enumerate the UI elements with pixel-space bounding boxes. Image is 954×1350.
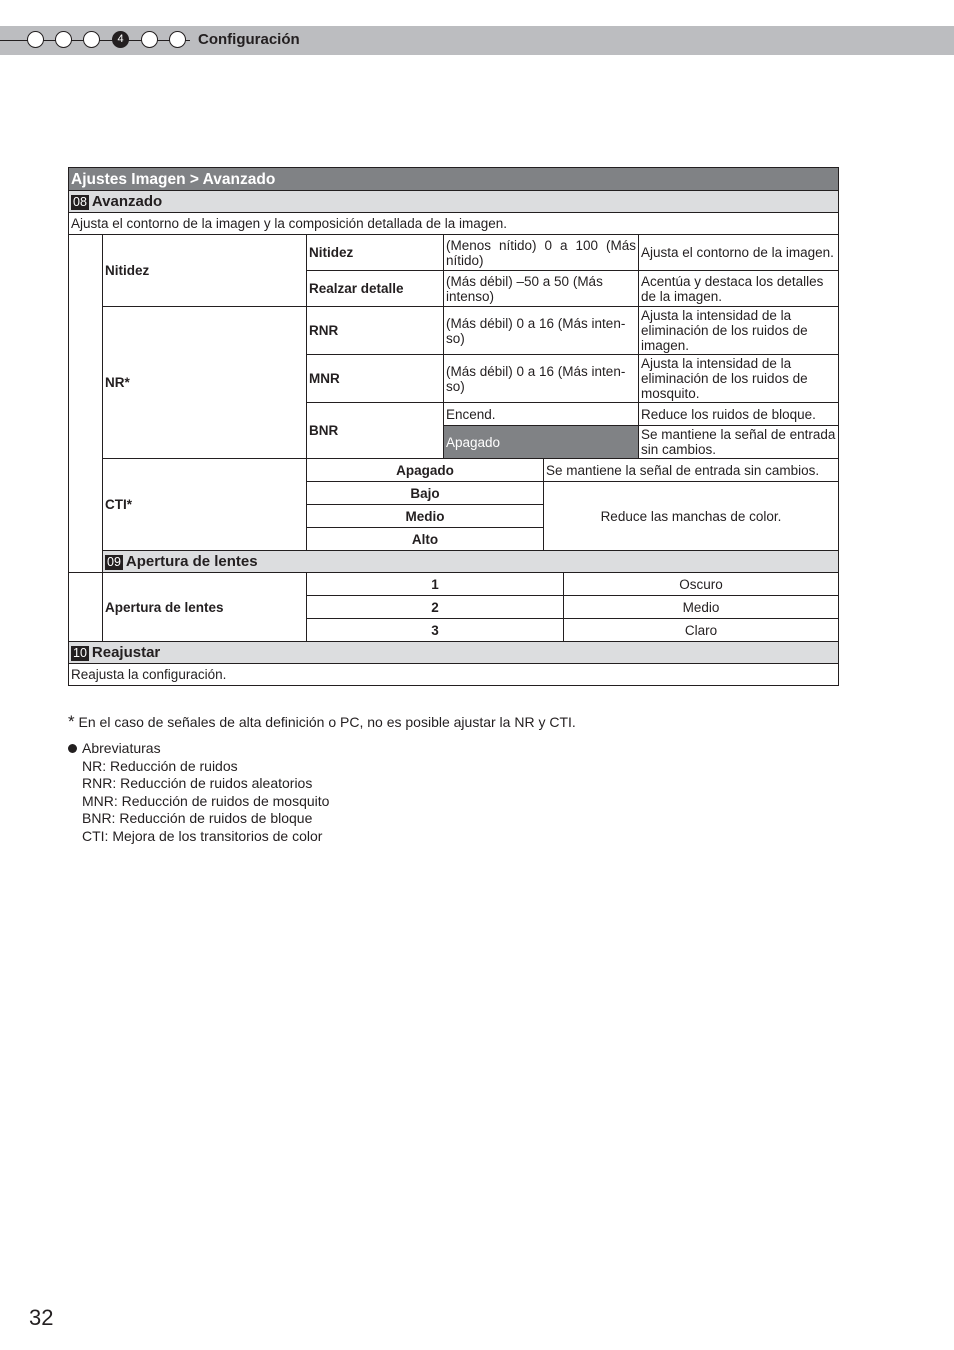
list-item: CTI: Mejora de los transitorios de color (82, 827, 323, 844)
list-item: BNR: Reducción de ruidos de bloque (82, 810, 313, 826)
item-range: (Menos nítido) 0 a 100 (Más nítido) (444, 235, 639, 271)
step-circle-2 (55, 31, 72, 48)
section-description: Ajusta el contorno de la imagen y la composición detallada de la imagen. (69, 213, 839, 235)
settings-table (68, 167, 839, 686)
option-description: Claro (564, 619, 839, 642)
option-label: Apagado (307, 459, 544, 482)
option-label: Alto (307, 528, 544, 551)
item-label: RNR (307, 307, 444, 355)
option-description: Oscuro (564, 573, 839, 596)
table-title: Ajustes Imagen > Avanzado (69, 168, 839, 191)
option-label: Encend. (444, 403, 639, 426)
step-circle-3 (83, 31, 100, 48)
table-row (69, 235, 839, 271)
section-label: Avanzado (91, 192, 163, 210)
table-row (69, 307, 839, 355)
item-label: BNR (307, 403, 444, 459)
list-item: NR: Reducción de ruidos (82, 757, 238, 774)
table-title-row (69, 168, 839, 191)
option-description: Reduce los ruidos de bloque. (639, 403, 839, 426)
option-description: Reduce las manchas de color. (544, 482, 839, 551)
section-08-row (69, 191, 839, 213)
section-label: Apertura de lentes (125, 552, 258, 570)
step-circle-5 (141, 31, 158, 48)
option-value: 1 (307, 573, 564, 596)
option-description: Se mantiene la señal de entrada sin cambios. (544, 459, 839, 482)
group-label-cti: CTI* (103, 459, 307, 551)
section-label: Reajustar (91, 643, 161, 661)
section-09-row (69, 551, 839, 573)
section-10-row (69, 642, 839, 664)
option-description: Se mantiene la señal de entrada sin cambios. (639, 426, 839, 459)
item-label: MNR (307, 355, 444, 403)
footnote-asterisk: * (68, 712, 75, 731)
section-number: 09 (107, 554, 121, 569)
item-range: (Más débil) 0 a 16 (Más inten-so) (444, 355, 639, 403)
item-label: Realzar detalle (307, 271, 444, 307)
footnote-text: En el caso de señales de alta definición o PC, no es posible ajustar la NR y CTI. (78, 714, 576, 730)
indent-cell (69, 573, 103, 642)
section-10-desc-row (69, 664, 839, 686)
section-description: Reajusta la configuración. (69, 664, 839, 686)
item-description: Ajusta el contorno de la imagen. (639, 235, 839, 271)
section-title: Configuración (198, 31, 300, 48)
item-label: Apertura de lentes (103, 573, 307, 642)
page-number: 32 (29, 1305, 54, 1330)
option-description: Medio (564, 596, 839, 619)
option-value: 3 (307, 619, 564, 642)
item-description: Acentúa y destaca los detalles de la imagen. (639, 271, 839, 307)
option-value: 2 (307, 596, 564, 619)
bullet-icon (68, 744, 77, 753)
footnote (68, 713, 576, 731)
item-range: (Más débil) 0 a 16 (Más inten-so) (444, 307, 639, 355)
table-row (69, 459, 839, 482)
option-label-default: Apagado (444, 426, 639, 459)
table-row (69, 573, 839, 596)
abbreviations-heading: Abreviaturas (82, 740, 161, 756)
section-08-desc-row (69, 213, 839, 235)
item-description: Ajusta la intensidad de la eliminación de los ruidos de imagen. (639, 307, 839, 355)
step-circle-4-active: 4 (112, 31, 129, 48)
abbreviations-list (68, 740, 329, 845)
section-number: 08 (73, 194, 87, 209)
item-label: Nitidez (307, 235, 444, 271)
item-range: (Más débil) –50 a 50 (Más intenso) (444, 271, 639, 307)
section-number: 10 (73, 645, 87, 660)
list-item: MNR: Reducción de ruidos de mosquito (82, 792, 330, 809)
step-circle-6 (169, 31, 186, 48)
group-label-nr: NR* (103, 307, 307, 459)
item-description: Ajusta la intensidad de la eliminación de los ruidos de mosquito. (639, 355, 839, 403)
option-label: Medio (307, 505, 544, 528)
indent-cell (69, 235, 103, 573)
group-label-nitidez: Nitidez (103, 235, 307, 307)
option-label: Bajo (307, 482, 544, 505)
step-circle-1 (27, 31, 44, 48)
list-item: RNR: Reducción de ruidos aleatorios (82, 775, 313, 791)
